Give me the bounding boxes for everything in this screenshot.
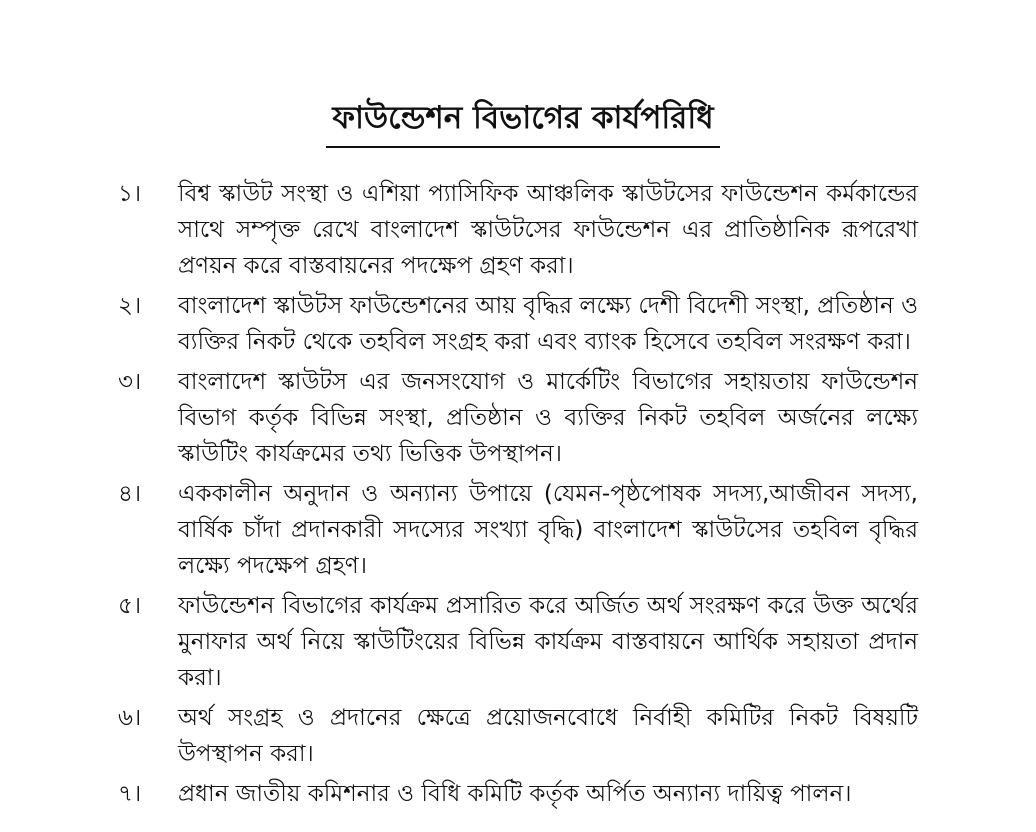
list-item <box>118 176 918 284</box>
item-number: ৭। <box>118 781 142 807</box>
item-text: প্রধান জাতীয় কমিশনার ও বিধি কমিটি কর্তৃক অর্পিত অন্যান্য দায়িত্ব পালন। <box>178 781 852 807</box>
item-text: বিশ্ব স্কাউট সংস্থা ও এশিয়া প্যাসিফিক আঞ্চলিক স্কাউটসের ফাউন্ডেশন কর্মকান্ডের সাথে সম্পৃক্ত রেখে বাংলাদেশ স্কাউটসের ফাউন্ডেশন এর প্রাতিষ্ঠানিক রূপরেখা প্রণয়ন করে বাস্তবায়নের পদক্ষেপ গ্রহণ করা। <box>178 181 918 279</box>
item-number: ১। <box>118 181 142 207</box>
item-number: ২। <box>118 293 142 319</box>
item-number: ৪। <box>118 481 142 507</box>
page-title: ফাউন্ডেশন বিভাগের কার্যপরিধি <box>326 96 719 148</box>
item-text: ফাউন্ডেশন বিভাগের কার্যক্রম প্রসারিত করে অর্জিত অর্থ সংরক্ষণ করে উক্ত অর্থের মুনাফার অর্থ নিয়ে স্কাউটিংয়ের বিভিন্ন কার্যক্রম বাস্তবায়নে আর্থিক সহায়তা প্রদান করা। <box>178 593 918 691</box>
list-item <box>118 364 918 472</box>
item-number: ৬। <box>118 705 142 731</box>
item-text: এককালীন অনুদান ও অন্যান্য উপায়ে (যেমন-পৃষ্ঠপোষক সদস্য,আজীবন সদস্য, বার্ষিক চাঁদা প্রদানকারী সদস্যের সংখ্যা বৃদ্ধি) বাংলাদেশ স্কাউটসের তহবিল বৃদ্ধির লক্ষ্যে পদক্ষেপ গ্রহণ। <box>178 481 918 579</box>
item-text: অর্থ সংগ্রহ ও প্রদানের ক্ষেত্রে প্রয়োজনবোধে নির্বাহী কমিটির নিকট বিষয়টি উপস্থাপন করা। <box>178 705 918 767</box>
item-text: বাংলাদেশ স্কাউটস ফাউন্ডেশনের আয় বৃদ্ধির লক্ষ্যে দেশী বিদেশী সংস্থা, প্রতিষ্ঠান ও ব্যক্তির নিকট থেকে তহবিল সংগ্রহ করা এবং ব্যাংক হিসেবে তহবিল সংরক্ষণ করা। <box>178 293 918 355</box>
item-text: বাংলাদেশ স্কাউটস এর জনসংযোগ ও মার্কেটিং বিভাগের সহায়তায় ফাউন্ডেশন বিভাগ কর্তৃক বিভিন্ন সংস্থা, প্রতিষ্ঠান ও ব্যক্তির নিকট তহবিল অর্জনের লক্ষ্যে স্কাউটিং কার্যক্রমের তথ্য ভিত্তিক উপস্থাপন। <box>178 369 918 467</box>
list-item <box>118 476 918 584</box>
list-item <box>118 588 918 696</box>
list-item <box>118 776 918 812</box>
item-number: ৩। <box>118 369 142 395</box>
title-container <box>308 96 738 148</box>
item-number: ৫। <box>118 593 142 619</box>
duties-list <box>118 176 918 816</box>
list-item <box>118 288 918 360</box>
list-item <box>118 700 918 772</box>
